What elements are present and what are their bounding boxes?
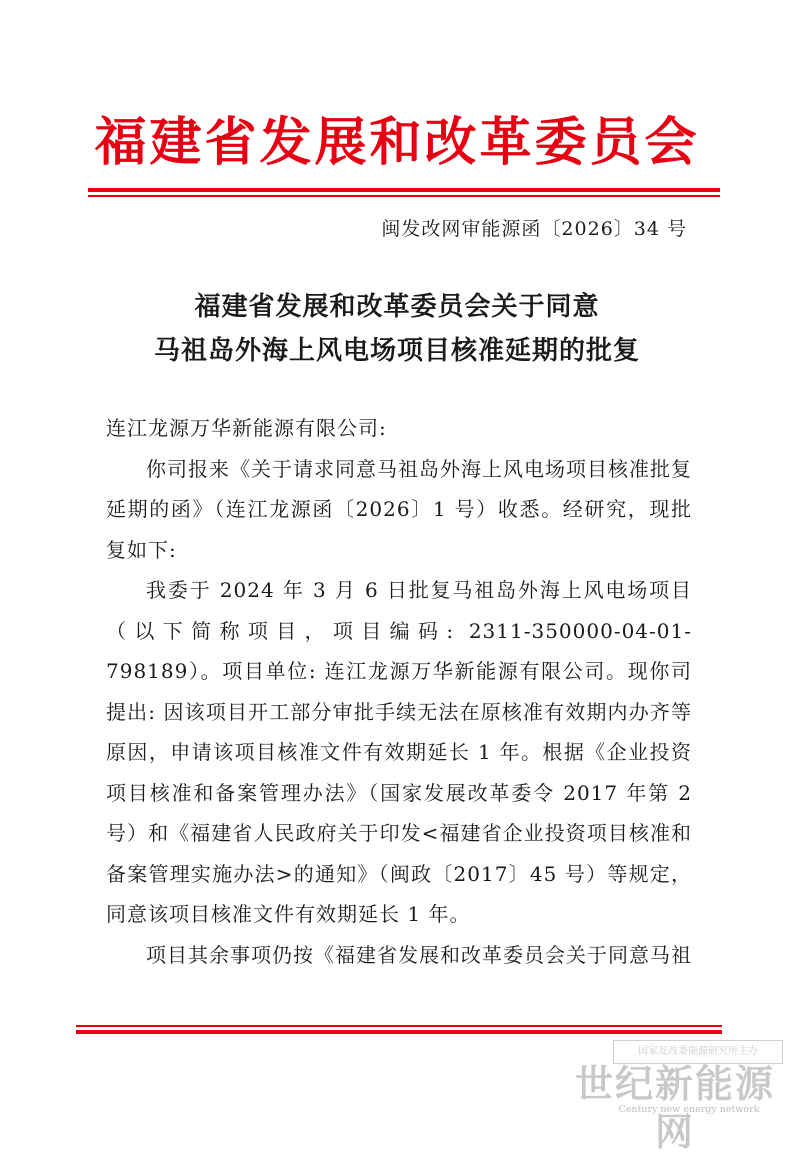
watermark-tagline: 国家发改委能源研究所主办: [613, 1040, 783, 1064]
issuer-heading: 福建省发展和改革委员会: [94, 112, 700, 173]
addressee: 连江龙源万华新能源有限公司:: [106, 416, 387, 440]
paragraph-3: 项目其余事项仍按《福建省发展和改革委员会关于同意马祖: [146, 942, 692, 967]
header-rule-thick: [88, 188, 720, 192]
title-line-1: 福建省发展和改革委员会关于同意: [194, 292, 600, 322]
document-number: 闽发改网审能源函〔2026〕34 号: [381, 218, 687, 240]
footer-rule-thick: [76, 1030, 722, 1034]
watermark-english: Century new energy network: [618, 1104, 760, 1115]
paragraph-1: 你司报来《关于请求同意马祖岛外海上风电场项目核准批复延期的函》（连江龙源函〔2026〕1 号）收悉。经研究，现批复如下:: [106, 456, 692, 562]
footer-rule-thin: [76, 1025, 722, 1027]
header-rule-thin: [88, 195, 720, 197]
document-body: [106, 408, 692, 975]
title-line-2: 马祖岛外海上风电场项目核准延期的批复: [153, 336, 640, 366]
watermark-logo: 世纪新能源网: [574, 1062, 775, 1154]
paragraph-2: 我委于 2024 年 3 月 6 日批复马祖岛外海上风电场项目（以下简称项目，项目编码: 2311-350000-04-01-798189）。项目单位: 连江龙源万华新能源有限公司。现你司提出: 因该项目开工部分审批手续无法在原核准有效期内办齐等原因，申请该项目核准文件有效期延长 1 年。根据《企业投资项目核准和备案管理办法》（国家发展改革委令 2017 年第 2 号）和《福建省人民政府关于印发<福建省企业投资项目核准和备案管理实施办法>的通知》（闽政〔2017〕45 号）等规定，同意该项目核准文件有效期延长 1 年。: [106, 578, 692, 926]
document-title: [0, 285, 794, 373]
